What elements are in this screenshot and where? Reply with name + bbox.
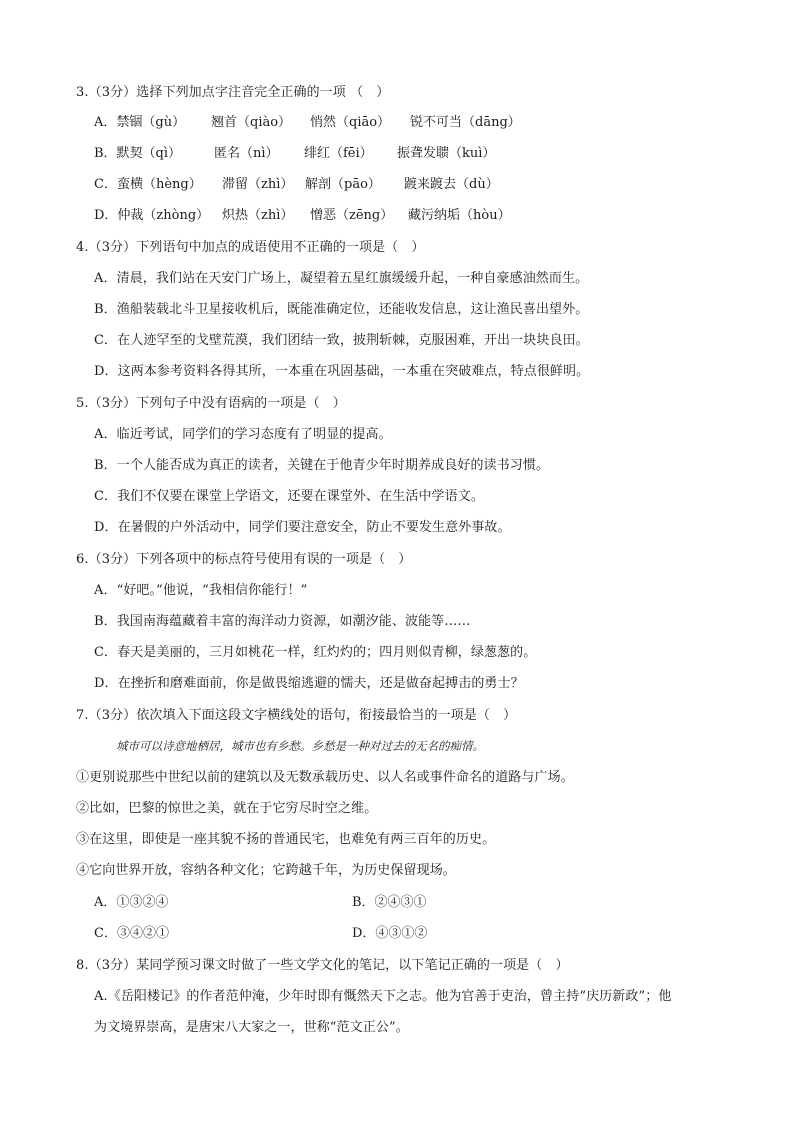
q6-option-d: D．在挫折和磨难面前，你是做畏缩逃避的懦夫，还是做奋起搏击的勇士？ bbox=[94, 676, 524, 691]
q3-option-d-4: 藏污纳垢（hòu） bbox=[408, 208, 511, 223]
q3-option-c-2: 滞留（zhì） bbox=[222, 177, 294, 192]
q3-option-b-1: B．默契（qì） bbox=[94, 146, 182, 161]
q4-option-d: D．这两本参考资料各得其所，一本重在巩固基础，一本重在突破难点，特点很鲜明。 bbox=[94, 364, 590, 379]
q7-item-4: ④它向世界开放，容纳各种文化；它跨越千年，为历史保留现场。 bbox=[76, 863, 456, 878]
q3-option-b-4: 振聋发聩（kuì） bbox=[397, 146, 496, 161]
q6-option-b: B．我国南海蕴藏着丰富的海洋动力资源，如潮汐能、波能等…… bbox=[94, 614, 471, 629]
q5-option-b: B．一个人能否成为真正的读者，关键在于他青少年时期养成良好的读书习惯。 bbox=[94, 458, 550, 473]
question-8-stem: 8.（3分）某同学预习课文时做了一些文学文化的笔记，以下笔记正确的一项是（ ） bbox=[76, 958, 569, 973]
question-7-stem: 7.（3分）依次填入下面这段文字横线处的语句，衔接最恰当的一项是（ ） bbox=[76, 708, 517, 723]
q4-option-c: C．在人迹罕至的戈壁荒漠，我们团结一致，披荆斩棘，克服困难，开出一块块良田。 bbox=[94, 333, 589, 348]
q7-item-2: ②比如，巴黎的惊世之美，就在于它穷尽时空之维。 bbox=[76, 801, 378, 816]
q8-option-a-line-1: A.《岳阳楼记》的作者范仲淹，少年时即有慨然天下之志。他为官善于吏治，曾主持“庆历新政”；他 bbox=[94, 989, 672, 1004]
q6-option-c: C．春天是美丽的，三月如桃花一样，红灼灼的；四月则似青柳，绿葱葱的。 bbox=[94, 645, 537, 660]
question-6-stem: 6.（3分）下列各项中的标点符号使用有误的一项是（ ） bbox=[76, 552, 412, 567]
q8-option-a-line-2: 为文境界崇高，是唐宋八大家之一，世称“范文正公”。 bbox=[94, 1020, 409, 1035]
q7-choice-b: B．②④③① bbox=[352, 895, 427, 910]
q7-choice-d: D．④③①② bbox=[352, 926, 428, 941]
q7-choice-a: A．①③②④ bbox=[94, 895, 169, 910]
q5-option-d: D．在暑假的户外活动中，同学们要注意安全，防止不要发生意外事故。 bbox=[94, 520, 511, 535]
q7-item-3: ③在这里，即使是一座其貌不扬的普通民宅，也难免有两三百年的历史。 bbox=[76, 832, 496, 847]
q3-option-b-2: 匿名（nì） bbox=[214, 146, 279, 161]
q7-passage: 城市可以诗意地栖居，城市也有乡愁。乡愁是一种对过去的无名的痴情。 bbox=[116, 739, 484, 753]
q7-choice-c: C．③④②① bbox=[94, 926, 169, 941]
q3-option-a-3: 悄然（qiāo） bbox=[310, 115, 391, 130]
q4-option-b: B．渔船装载北斗卫星接收机后，既能准确定位，还能收发信息，这让渔民喜出望外。 bbox=[94, 302, 589, 317]
question-3-stem: 3.（3分）选择下列加点字注音完全正确的一项 （ ） bbox=[76, 85, 390, 100]
q3-option-d-2: 炽热（zhì） bbox=[222, 208, 294, 223]
question-5-stem: 5.（3分）下列句子中没有语病的一项是（ ） bbox=[76, 396, 346, 411]
q4-option-a: A．清晨，我们站在天安门广场上，凝望着五星红旗缓缓升起，一种自豪感油然而生。 bbox=[94, 271, 589, 286]
q3-option-c-3: 解剖（pāo） bbox=[305, 177, 381, 192]
q7-item-1: ①更别说那些中世纪以前的建筑以及无数承载历史、以人名或事件命名的道路与广场。 bbox=[76, 770, 574, 785]
q5-option-a: A．临近考试，同学们的学习态度有了明显的提高。 bbox=[94, 427, 392, 442]
q3-option-d-3: 憎恶（zēng） bbox=[310, 208, 394, 223]
question-4-stem: 4.（3分）下列语句中加点的成语使用不正确的一项是（ ） bbox=[76, 240, 425, 255]
q6-option-a: A．“好吧。”他说，“我相信你能行！” bbox=[94, 583, 308, 598]
q3-option-d-1: D．仲裁（zhòng） bbox=[94, 208, 210, 223]
q3-option-a-2: 翘首（qiào） bbox=[211, 115, 292, 130]
q5-option-c: C．我们不仅要在课堂上学语文，还要在课堂外、在生活中学语文。 bbox=[94, 489, 484, 504]
q3-option-a-4: 锐不可当（dāng） bbox=[410, 115, 521, 130]
q3-option-c-4: 踱来踱去（dù） bbox=[404, 177, 499, 192]
q3-option-a-1: A．禁锢（gù） bbox=[94, 115, 186, 130]
q3-option-c-1: C．蛮横（hèng） bbox=[94, 177, 202, 192]
q3-option-b-3: 绯红（fēi） bbox=[304, 146, 373, 161]
